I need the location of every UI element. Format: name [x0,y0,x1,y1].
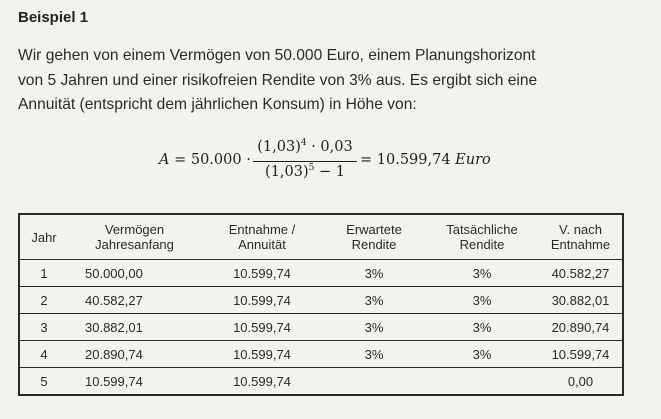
formula-denominator [253,164,357,180]
cell-v-nach-entnahme: 40.582,27 [539,260,623,287]
cell-entnahme: 10.599,74 [201,341,323,368]
numerator-base: (1,03) [257,139,301,155]
intro-paragraph [18,44,648,118]
cell-tatsaechliche-rendite: 3% [425,314,539,341]
cell-jahr: 3 [19,314,68,341]
cell-vermoegen: 50.000,00 [68,260,201,287]
table-header-row [19,214,623,260]
cell-v-nach-entnahme: 30.882,01 [539,287,623,314]
cell-erwartete-rendite [323,368,425,396]
example-title: Beispiel 1 [18,9,89,26]
cell-erwartete-rendite: 3% [323,287,425,314]
cell-erwartete-rendite: 3% [323,260,425,287]
table-row [19,314,623,341]
col-header-vermoegen: Vermögen Jahresanfang [68,214,201,260]
fraction-bar [253,161,357,162]
numerator-exponent: 4 [300,138,307,148]
formula-variable: A [159,152,170,168]
cell-v-nach-entnahme: 0,00 [567,373,594,389]
denominator-base: (1,03) [265,164,309,180]
cell-jahr: 5 [40,373,48,389]
cell-tatsaechliche-rendite [425,368,539,396]
cell-jahr: 1 [19,260,68,287]
formula-result [360,152,491,168]
cell-entnahme: 10.599,74 [233,373,291,389]
table-row [19,287,623,314]
denominator-exponent: 5 [308,163,315,173]
cell-vermoegen: 20.890,74 [68,341,201,368]
cell-erwartete-rendite: 3% [323,341,425,368]
table-row [19,368,623,396]
cell-v-nach-entnahme: 20.890,74 [539,314,623,341]
annuity-table [18,213,624,396]
col-header-erwartete-rendite: Erwartete Rendite [323,214,425,260]
cell-jahr: 4 [19,341,68,368]
paragraph-line: Annuität (entspricht dem jährlichen Konsum) in Höhe von: [18,96,417,113]
cell-entnahme: 10.599,74 [201,287,323,314]
formula-lhs [159,152,251,168]
denominator-rest: − 1 [314,164,345,180]
numerator-rest: · 0,03 [306,139,353,155]
cell-jahr: 2 [19,287,68,314]
cell-vermoegen: 10.599,74 [85,373,143,389]
col-header-jahr: Jahr [19,214,68,260]
cell-erwartete-rendite: 3% [323,314,425,341]
result-unit: Euro [455,152,491,168]
formula-numerator [253,139,357,155]
cell-vermoegen: 30.882,01 [68,314,201,341]
cell-vermoegen: 40.582,27 [68,287,201,314]
cell-tatsaechliche-rendite: 3% [425,287,539,314]
paragraph-line: von 5 Jahren und einer risikofreien Rendite von 3% aus. Es ergibt sich eine [18,71,538,89]
table-row [19,260,623,287]
cell-entnahme: 10.599,74 [201,314,323,341]
cell-tatsaechliche-rendite: 3% [425,341,539,368]
cell-v-nach-entnahme: 10.599,74 [539,341,623,368]
col-header-v-nach-entnahme: V. nach Entnahme [539,214,623,260]
paragraph-line: Wir gehen von einem Vermögen von 50.000 Euro, einem Planungshorizont [18,47,536,64]
cell-tatsaechliche-rendite: 3% [425,260,539,287]
table-row [19,341,623,368]
formula-lhs-rest: = 50.000 · [169,152,251,168]
result-value: = 10.599,74 [360,152,456,168]
col-header-tatsaechliche-rendite: Tatsächliche Rendite [425,214,539,260]
col-header-entnahme: Entnahme / Annuität [201,214,323,260]
cell-entnahme: 10.599,74 [201,260,323,287]
